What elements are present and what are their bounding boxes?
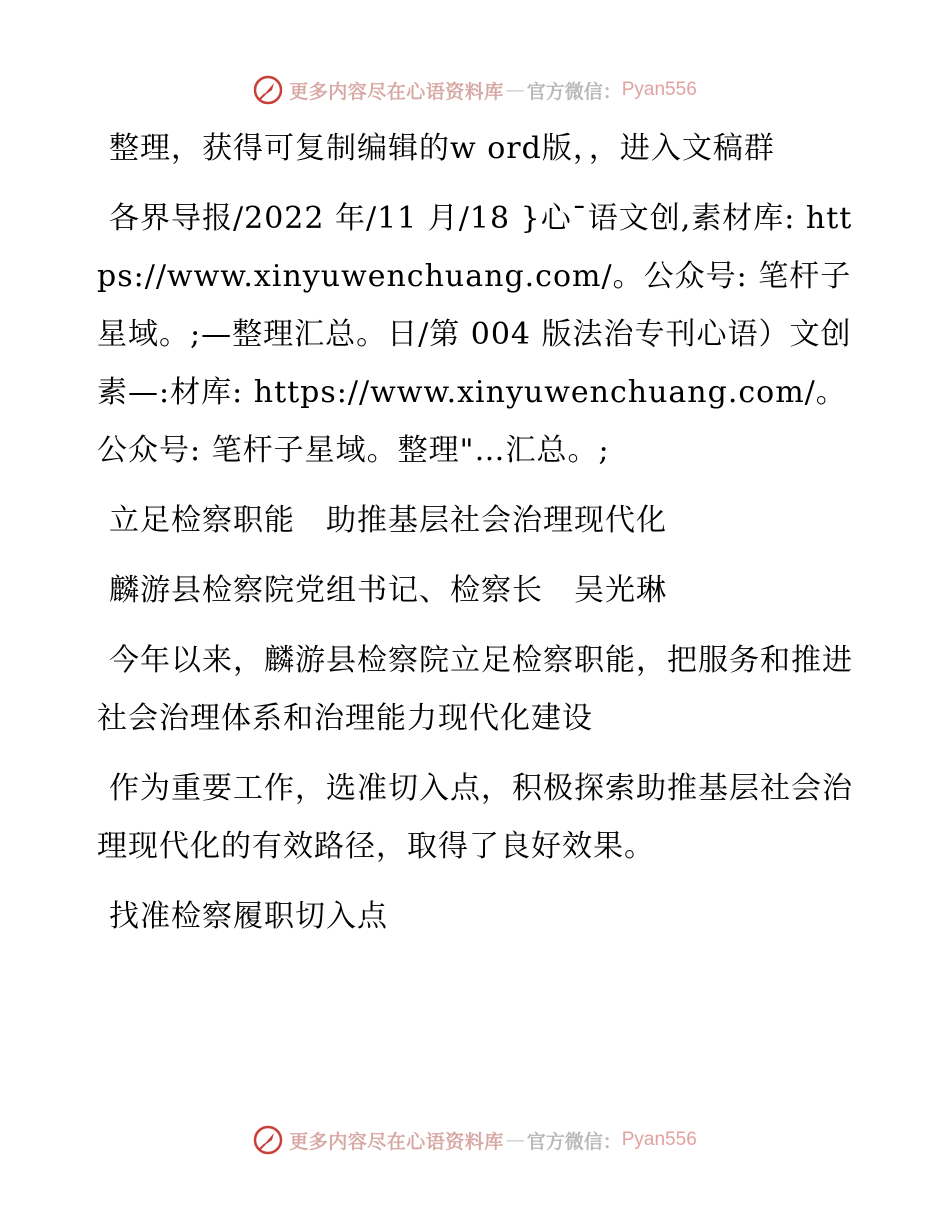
footer-watermark-banner xyxy=(0,1120,950,1160)
banner-wechat-id: Pyan556 xyxy=(621,1129,697,1150)
quill-logo-icon xyxy=(253,75,283,105)
banner-wechat-label: 官方微信： xyxy=(526,1130,622,1153)
banner-title: 更多内容尽在心语资料库 xyxy=(289,1130,504,1153)
paragraph: 今年以来，麟游县检察院立足检察职能，把服务和推进社会治理体系和治理能力现代化建设 xyxy=(97,643,853,736)
banner-wechat-id: Pyan556 xyxy=(621,79,697,100)
paragraph: 作为重要工作，选准切入点，积极探索助推基层社会治理现代化的有效路径，取得了良好效果。 xyxy=(97,771,853,864)
header-watermark-banner xyxy=(0,70,950,110)
section-heading: 找准检察履职切入点 xyxy=(109,899,388,934)
quill-logo-icon xyxy=(253,1125,283,1155)
banner-dash: — xyxy=(505,79,525,101)
banner-dash: — xyxy=(505,1129,525,1151)
paragraph: 各界导报/2022 年/11 月/18 }心¯语文创,素材库: https://www.xinyuwenchuang.com/。公众号: 笔杆子星域。;—整理汇总。日/第 004 版法治专刊心语）文创素—:材库: https://www.xinyuwenchuang.com/。公众号: 笔杆子星域。整理"…汇总。; xyxy=(97,201,853,468)
banner-title: 更多内容尽在心语资料库 xyxy=(289,80,504,103)
paragraph: 整理，获得可复制编辑的w ord版，，进入文稿群 xyxy=(109,131,775,166)
document-body xyxy=(97,120,857,958)
article-author: 麟游县检察院党组书记、检察长 吴光琳 xyxy=(109,573,667,608)
article-title: 立足检察职能 助推基层社会治理现代化 xyxy=(109,503,667,538)
banner-wechat-label: 官方微信： xyxy=(526,80,622,103)
